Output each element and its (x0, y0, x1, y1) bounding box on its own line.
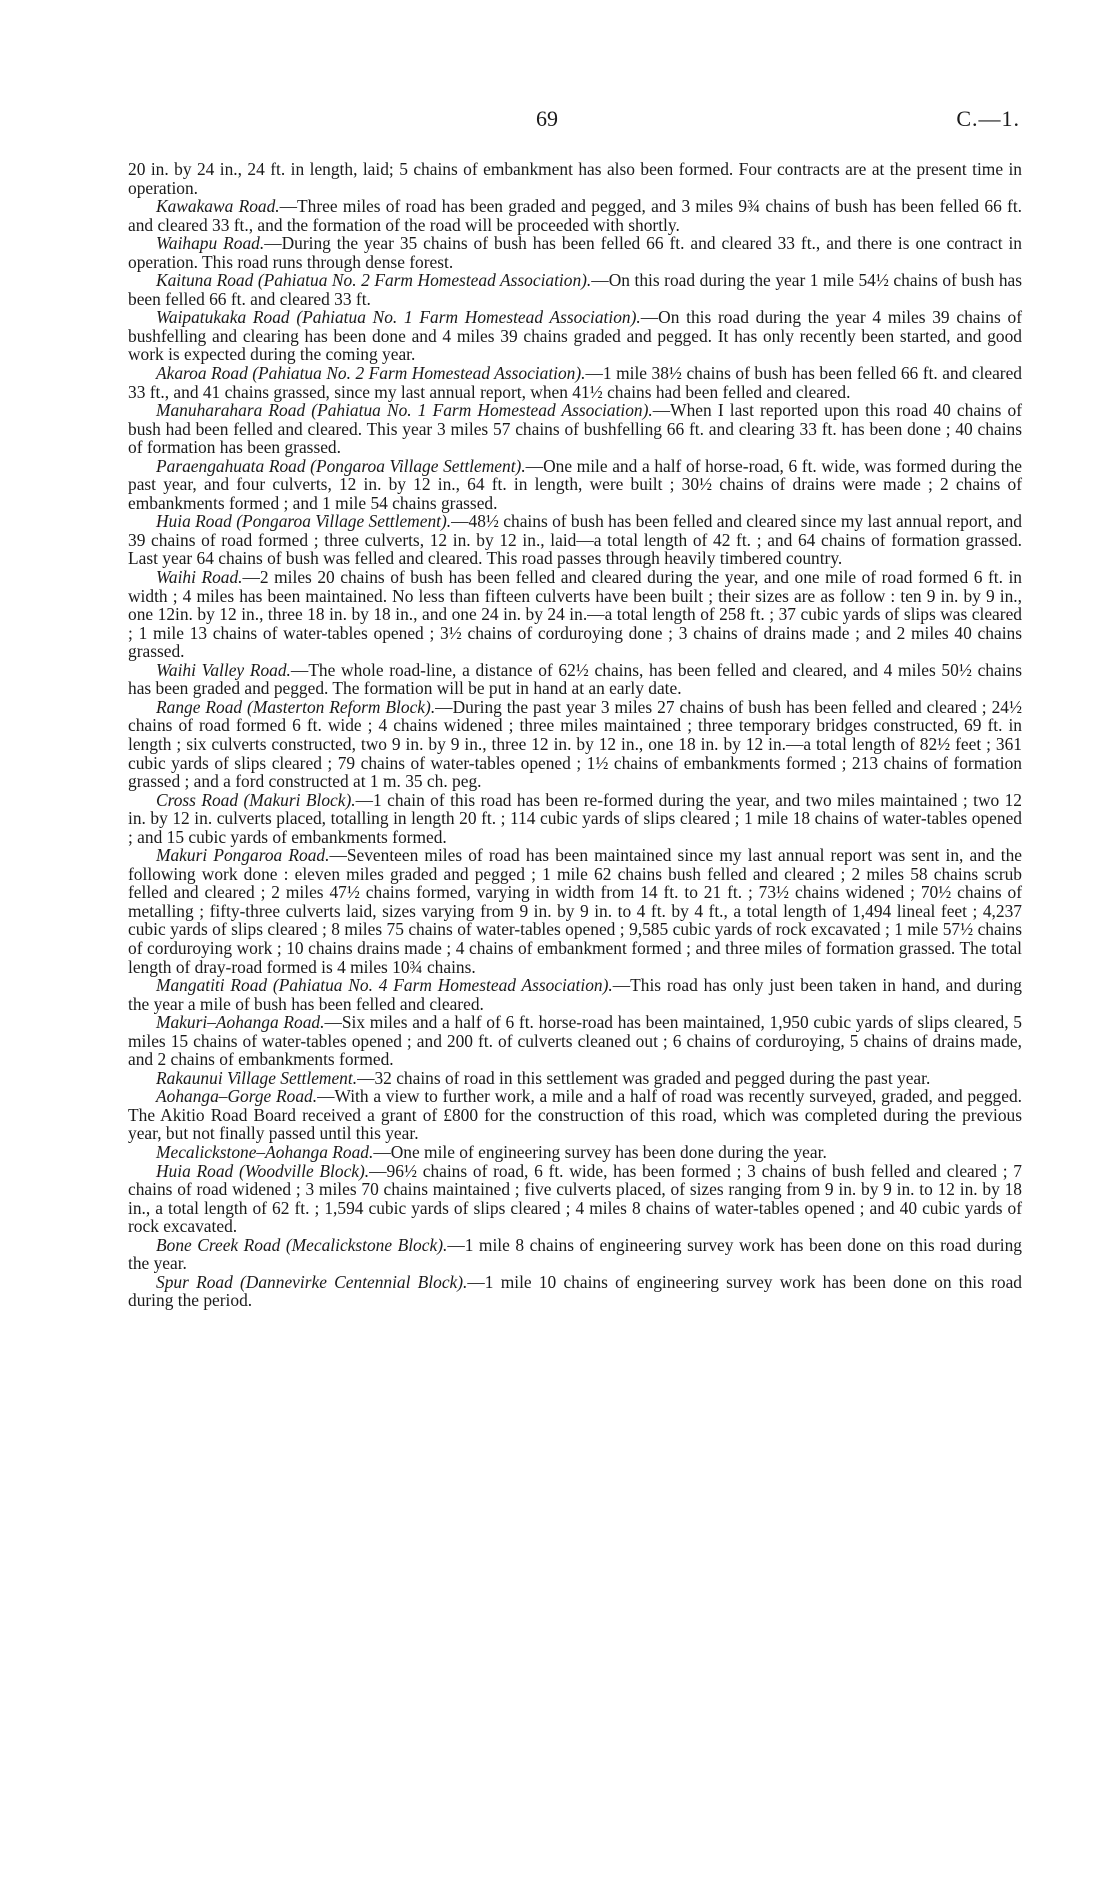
paragraph-heading: Waihapu Road. (156, 233, 265, 254)
paragraph-text: —This road has only just been taken in hand, and during the year a mile of bush has been felled and cleared. (128, 975, 1022, 1014)
paragraph (128, 791, 1022, 847)
paragraph (128, 976, 1022, 1013)
paragraph-text: —On this road during the year 4 miles 39 chains of bushfelling and clearing has been done and 4 miles 39 chains graded and pegged. It has only recently been started, and good work is expected during the coming year. (128, 307, 1022, 365)
paragraph-text: —The whole road-line, a distance of 62½ chains, has been felled and cleared, and 4 miles 50½ chains has been graded and pegged. The formation will be put in hand at an early date. (128, 659, 1022, 699)
paragraph-heading: Range Road (Masterton Reform Block). (156, 696, 436, 717)
paragraph-text: —2 miles 20 chains of bush has been felled and cleared during the year, and one mile of road formed 6 ft. in width ; 4 miles has been maintained. No less than fifteen culverts have been built ; their sizes are as follow : ten 9 in. by 9 in., one 12in. by 12 in., three 18 in. by 18 in., and one 24 in. by 24 in.—a total length of 258 ft. ; 37 cubic yards of slips was cleared ; 1 mile 13 chains of water-tables opened ; 3½ chains of corduroying done ; 3 chains of drains made ; and 2 miles 40 chains grassed. (128, 567, 1022, 662)
paragraph (128, 1087, 1022, 1143)
paragraph (128, 1143, 1022, 1162)
body-text (128, 160, 1022, 1310)
paragraph-text: —1 mile 38½ chains of bush has been felled 66 ft. and cleared 33 ft., and 41 chains grassed, since my last annual report, when 41½ chains had been felled and cleared. (128, 363, 1022, 402)
paragraph (128, 1013, 1022, 1069)
paragraph-text: —One mile of engineering survey has been done during the year. (373, 1141, 827, 1162)
paragraph (128, 160, 1022, 197)
paragraph-heading: Makuri Pongaroa Road. (156, 845, 330, 866)
paragraph-heading: Mangatiti Road (Pahiatua No. 4 Farm Homestead Association). (156, 975, 613, 996)
paragraph-text: —Seventeen miles of road has been maintained since my last annual report was sent in, and the following work done : eleven miles graded and pegged ; 1 mile 62 chains bush felled and cleared ; 2 miles 58 chains scrub felled and cleared ; 2 miles 47½ chains formed, varying in width from 14 ft. to 21 ft. ; 73½ chains widened ; 70½ chains of metalling ; fifty-three culverts laid, sizes varying from 9 in. by 9 in. to 4 ft. by 4 ft., a total length of 1,494 lineal feet ; 4,237 cubic yards of slips cleared ; 8 miles 75 chains of water-tables opened ; 9,585 cubic yards of rock excavated ; 1 mile 57½ chains of corduroying work ; 10 chains drains made ; 4 chains of embankment formed ; and three miles of formation grassed. The total length of dray-road formed is 4 miles 10¾ chains. (128, 845, 1022, 977)
paragraph-text: —48½ chains of bush has been felled and cleared since my last annual report, and 39 chains of road formed ; three culverts, 12 in. by 12 in., laid—a total length of 42 ft. ; and 64 chains of formation grassed. Last year 64 chains of bush was felled and cleared. This road passes through heavily timbered country. (128, 511, 1022, 569)
document-code: C.—1. (956, 106, 1020, 131)
paragraph-heading: Manuharahara Road (Pahiatua No. 1 Farm Homestead Association). (156, 400, 653, 421)
paragraph-text: —One mile and a half of horse-road, 6 ft. wide, was formed during the past year, and four culverts, 12 in. by 12 in., 64 ft. in length, were built ; 30½ chains of drains were made ; 2 chains of embankments formed ; and 1 mile 54 chains grassed. (128, 455, 1022, 513)
paragraph-text: —1 chain of this road has been re-formed during the year, and two miles maintained ; two 12 in. by 12 in. culverts placed, totalling in length 20 ft. ; 114 cubic yards of slips cleared ; 1 mile 18 chains of water-tables opened ; and 15 cubic yards of embankments formed. (128, 789, 1023, 847)
paragraph (128, 271, 1022, 308)
paragraph-heading: Waihi Road. (156, 567, 243, 588)
paragraph-heading: Huia Road (Woodville Block). (156, 1160, 370, 1181)
paragraph (128, 661, 1022, 698)
paragraph (128, 457, 1022, 513)
paragraph (128, 846, 1022, 976)
paragraph-text: —Six miles and a half of 6 ft. horse-road has been maintained, 1,950 cubic yards of slips cleared, 5 miles 15 chains of water-tables opened ; and 200 ft. of culverts cleaned out ; 6 chains of corduroying, 5 chains of drains made, and 2 chains of embankments formed. (128, 1012, 1022, 1070)
paragraph-heading: Cross Road (Makuri Block). (156, 789, 356, 810)
paragraph-heading: Kaituna Road (Pahiatua No. 2 Farm Homestead Association). (156, 270, 592, 291)
paragraph-heading: Bone Creek Road (Mecalickstone Block). (156, 1234, 448, 1255)
paragraph-heading: Rakaunui Village Settlement. (156, 1067, 358, 1088)
paragraph (128, 1273, 1022, 1310)
page-number: 69 (536, 106, 558, 131)
paragraph-text: —When I last reported upon this road 40 chains of bush had been felled and cleared. This year 3 miles 57 chains of bushfelling 66 ft. and clearing 33 ft. has been done ; 40 chains of formation has been grassed. (128, 400, 1022, 458)
paragraph-heading: Huia Road (Pongaroa Village Settlement). (156, 511, 452, 532)
paragraph-heading: Paraengahuata Road (Pongaroa Village Settlement). (156, 455, 526, 476)
paragraph-text: —1 mile 8 chains of engineering survey work has been done on this road during the year. (128, 1234, 1022, 1274)
paragraph-text: —96½ chains of road, 6 ft. wide, has been formed ; 3 chains of bush felled and cleared ; 7 chains of road widened ; 3 miles 70 chains maintained ; five culverts placed, of sizes ranging from 9 in. by 9 in. to 12 in. by 18 in., a total length of 62 ft. ; 1,594 cubic yards of slips cleared ; 4 miles 8 chains of water-tables opened ; and 40 cubic yards of rock excavated. (128, 1160, 1022, 1237)
paragraph-text: 20 in. by 24 in., 24 ft. in length, laid; 5 chains of embankment has also been formed. Four contracts are at the present time in operation. (128, 159, 1022, 198)
paragraph-heading: Akaroa Road (Pahiatua No. 2 Farm Homestead Association). (156, 363, 586, 384)
paragraph-heading: Makuri–Aohanga Road. (156, 1012, 325, 1033)
paragraph (128, 234, 1022, 271)
paragraph-heading: Waipatukaka Road (Pahiatua No. 1 Farm Homestead Association). (156, 307, 641, 328)
paragraph (128, 512, 1022, 568)
paragraph-text: —With a view to further work, a mile and a half of road was recently surveyed, graded, and pegged. The Akitio Road Board received a grant of £800 for the construction of this road, which was completed during the previous year, but not finally passed until this year. (128, 1086, 1022, 1144)
paragraph-text: —During the past year 3 miles 27 chains of bush has been felled and cleared ; 24½ chains of road formed 6 ft. wide ; 4 chains widened ; three miles maintained ; three temporary bridges constructed, 69 ft. in length ; six culverts constructed, two 9 in. by 9 in., three 12 in. by 12 in., one 18 in. by 12 in.—a total length of 82½ feet ; 361 cubic yards of slips cleared ; 79 chains of water-tables opened ; 1½ chains of embankments formed ; 213 chains of formation grassed ; and a ford constructed at 1 m. 35 ch. peg. (128, 696, 1022, 792)
paragraph-text: —1 mile 10 chains of engineering survey work has been done on this road during the period. (128, 1271, 1023, 1311)
page-header (0, 106, 1114, 136)
paragraph-text: —32 chains of road in this settlement was graded and pegged during the past year. (357, 1067, 931, 1088)
paragraph-heading: Mecalickstone–Aohanga Road. (156, 1141, 374, 1162)
paragraph (128, 401, 1022, 457)
paragraph-text: —During the year 35 chains of bush has been felled 66 ft. and cleared 33 ft., and there is one contract in operation. This road runs through dense forest. (128, 233, 1022, 272)
paragraph-text: —Three miles of road has been graded and pegged, and 3 miles 9¾ chains of bush has been felled 66 ft. and cleared 33 ft., and the formation of the road will be proceeded with shortly. (128, 196, 1023, 235)
paragraph-text: —On this road during the year 1 mile 54½ chains of bush has been felled 66 ft. and cleared 33 ft. (128, 270, 1023, 309)
paragraph-heading: Spur Road (Dannevirke Centennial Block). (156, 1271, 468, 1292)
paragraph (128, 1162, 1022, 1236)
paragraph (128, 308, 1022, 364)
paragraph (128, 1069, 1022, 1088)
paragraph (128, 698, 1022, 791)
paragraph-heading: Waihi Valley Road. (156, 659, 291, 680)
paragraph (128, 364, 1022, 401)
paragraph (128, 1236, 1022, 1273)
paragraph (128, 197, 1022, 234)
paragraph (128, 568, 1022, 661)
paragraph-heading: Kawakawa Road. (156, 196, 280, 217)
paragraph-heading: Aohanga–Gorge Road. (156, 1086, 318, 1107)
